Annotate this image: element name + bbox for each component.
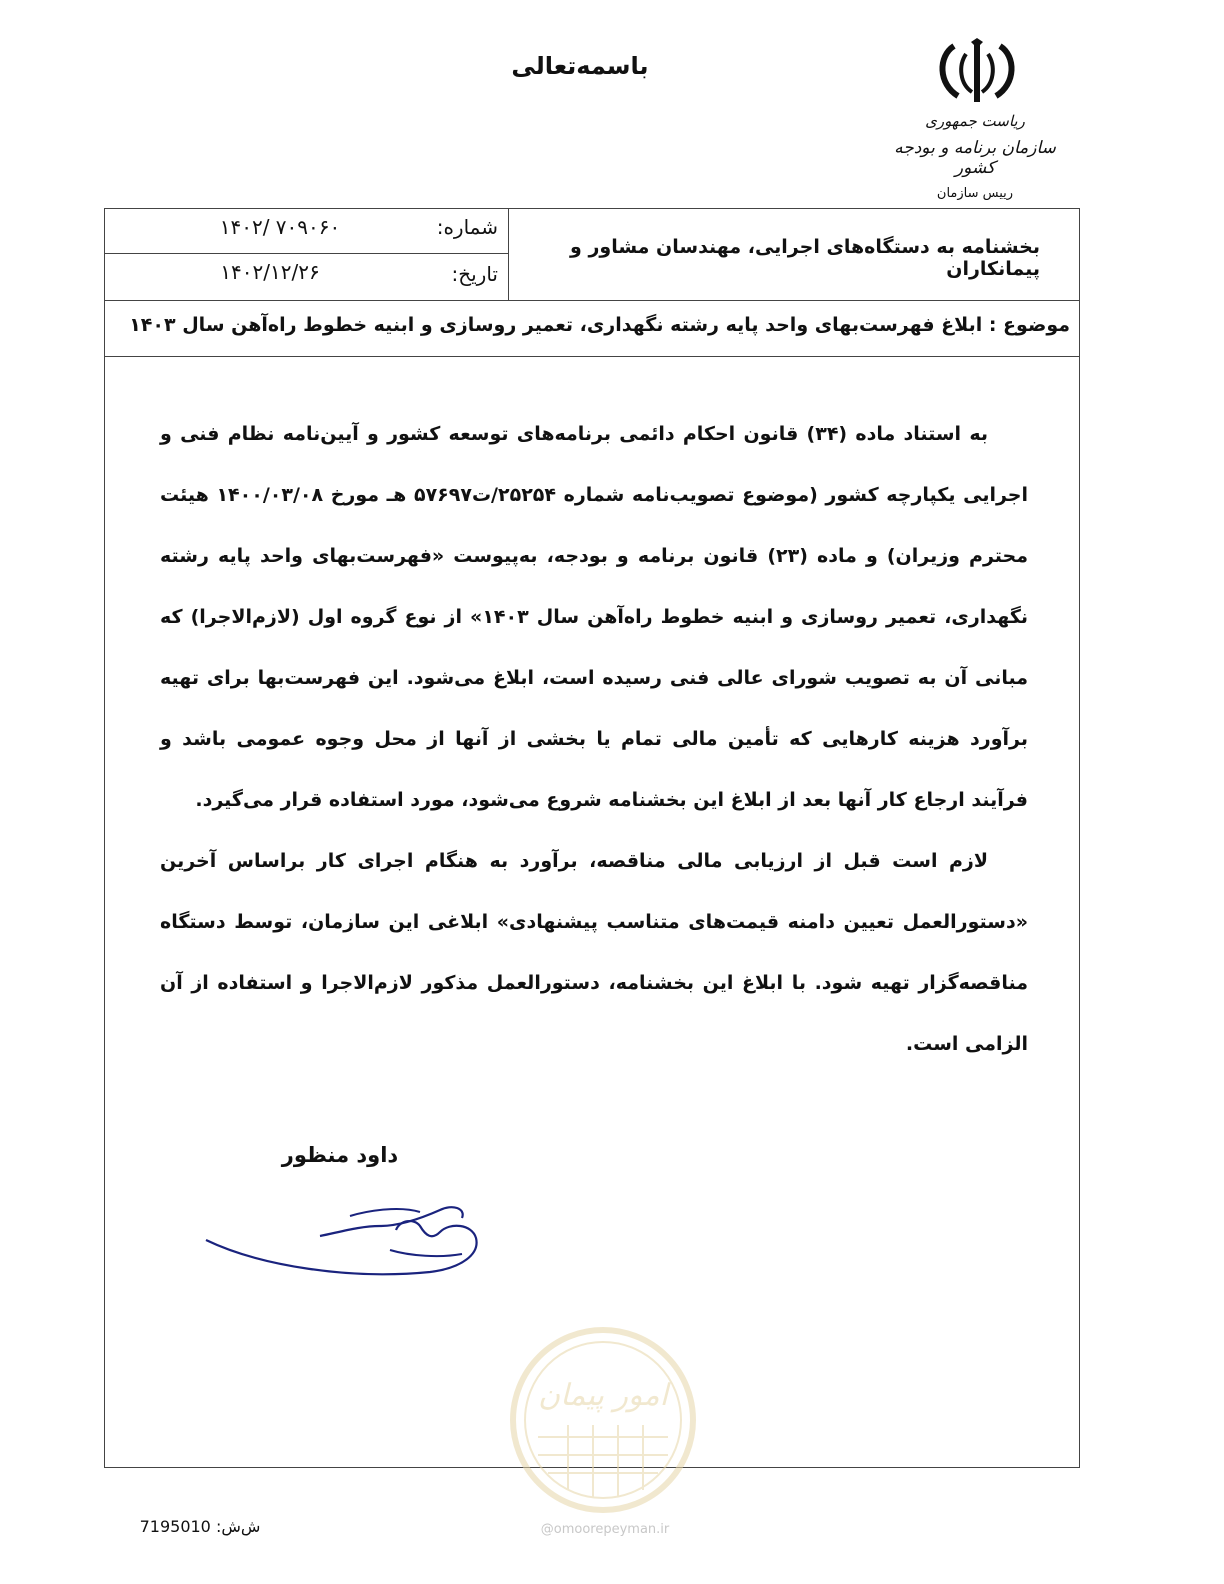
divider-meta-row [104, 253, 508, 254]
footer-code-value: 7195010 [139, 1517, 211, 1536]
recipients-line: بخشنامه به دستگاه‌های اجرایی، مهندسان مشاور و پیمانکاران [570, 236, 1040, 280]
body-paragraph-2: لازم است قبل از ارزیابی مالی مناقصه، برآورد به هنگام اجرای کار براساس آخرین «دستورالعمل تعیین دامنه قیمت‌های متناسب پیشنهادی» ابلاغی این سازمان، توسط دستگاه مناقصه‌گزار تهیه شود. با ابلاغ این بخشنامه، دستورالعمل مذکور لازم‌الاجرا و استفاده از آن الزامی است. [160, 850, 1028, 1055]
number-label: شماره: [436, 215, 498, 239]
org-name-line1: ریاست جمهوری [925, 112, 1025, 130]
watermark-logo-text: امور پیمان [538, 1378, 668, 1413]
iran-emblem-icon [932, 38, 1022, 110]
document-invocation: باسمه‌تعالی [511, 52, 649, 80]
date-label: تاریخ: [451, 262, 498, 286]
watermark-url: @omoorepeyman.ir [540, 1522, 670, 1537]
divider-header-column [508, 208, 509, 300]
divider-header [104, 300, 1080, 301]
date-value: ۱۴۰۲/۱۲/۲۶ [220, 260, 320, 284]
signature-icon [200, 1196, 490, 1286]
number-value: ۱۴۰۲/ ۷۰۹۰۶۰ [219, 215, 341, 239]
org-title-line: رییس سازمان [936, 186, 1014, 201]
body-paragraph-1: به استناد ماده (۳۴) قانون احکام دائمی برنامه‌های توسعه کشور و آیین‌نامه نظام فنی و اجرایی یکپارچه کشور (موضوع تصویب‌نامه شماره ۲۵۲۵۴/ت۵۷۶۹۷ هـ مورخ ۱۴۰۰/۰۳/۰۸ هیئت محترم وزیران) و ماده (۲۳) قانون برنامه و بودجه، به‌پیوست «فهرست‌بهای واحد پایه رشته نگهداری، تعمیر روسازی و ابنیه خطوط راه‌آهن سال ۱۴۰۳» از نوع گروه اول (لازم‌الاجرا) که مبانی آن به تصویب شورای عالی فنی رسیده است، ابلاغ می‌شود. این فهرست‌بها برای تهیه برآورد هزینه کارهایی که تأمین مالی تمام یا بخشی از آنها از محل وجوه عمومی باشد و فرآیند ارجاع کار آنها بعد از ابلاغ این بخشنامه شروع می‌شود، مورد استفاده قرار می‌گیرد. [160, 423, 1029, 811]
watermark-logo-icon [508, 1325, 698, 1515]
org-name-line2: سازمان برنامه و بودجه کشور [894, 138, 1056, 178]
footer-code-label: ش‌ش: [215, 1517, 261, 1536]
footer-code [120, 1517, 280, 1536]
signer-name: داود منظور [281, 1143, 399, 1167]
subject-line: موضوع : ابلاغ فهرست‌بهای واحد پایه رشته نگهداری، تعمیر روسازی و ابنیه خطوط راه‌آهن سال ۱۴۰۳ [129, 314, 1070, 336]
divider-subject [104, 356, 1080, 357]
letter-body [160, 404, 1028, 1075]
